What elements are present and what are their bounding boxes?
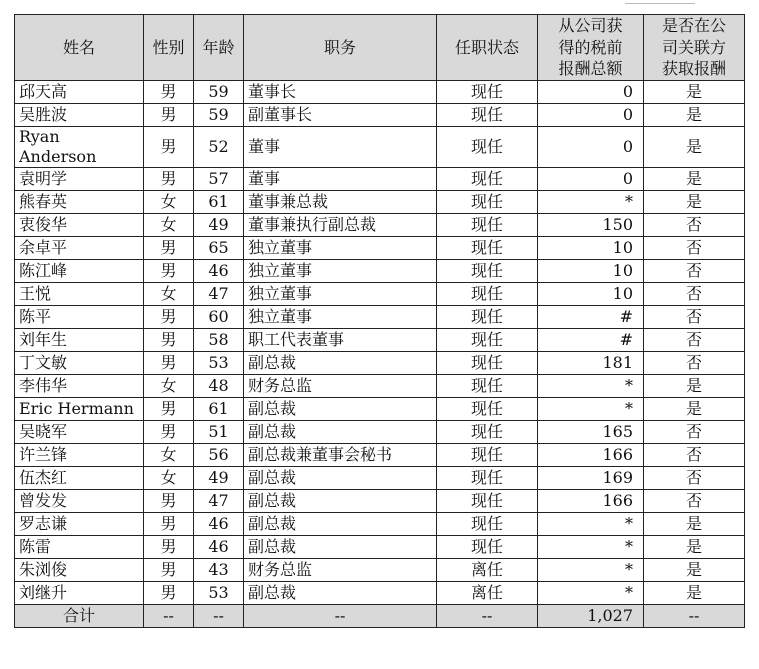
header-name: 姓名 bbox=[15, 15, 144, 81]
cell-pretax-pay: 10 bbox=[538, 282, 644, 305]
cell-pretax-pay: 166 bbox=[538, 489, 644, 512]
table-row bbox=[15, 581, 745, 604]
cell-position: 副总裁 bbox=[244, 351, 437, 374]
cell-gender: 男 bbox=[144, 558, 194, 581]
cell-status: 现任 bbox=[437, 259, 538, 282]
cell-gender: 男 bbox=[144, 397, 194, 420]
cell-position: 董事兼总裁 bbox=[244, 190, 437, 213]
cell-position: 副总裁兼董事会秘书 bbox=[244, 443, 437, 466]
cell-related-party-pay: 否 bbox=[644, 328, 745, 351]
cell-age: 46 bbox=[194, 535, 244, 558]
cell-name: 邱天高 bbox=[15, 80, 144, 103]
cell-age: 49 bbox=[194, 213, 244, 236]
cell-gender: 男 bbox=[144, 535, 194, 558]
cell-name: 袁明学 bbox=[15, 167, 144, 190]
table-row bbox=[15, 512, 745, 535]
cell-gender: 男 bbox=[144, 305, 194, 328]
cell-name: 余卓平 bbox=[15, 236, 144, 259]
cell-related-party-pay: 是 bbox=[644, 535, 745, 558]
cell-name: 吴晓军 bbox=[15, 420, 144, 443]
cell-gender: 男 bbox=[144, 259, 194, 282]
cell-related-party-pay: 否 bbox=[644, 466, 745, 489]
cell-age: 52 bbox=[194, 126, 244, 167]
cell-gender: 男 bbox=[144, 351, 194, 374]
cell-name: 李伟华 bbox=[15, 374, 144, 397]
cell-name: 刘年生 bbox=[15, 328, 144, 351]
total-age: -- bbox=[194, 604, 244, 627]
cell-status: 现任 bbox=[437, 443, 538, 466]
cell-name: 刘继升 bbox=[15, 581, 144, 604]
cell-age: 59 bbox=[194, 80, 244, 103]
table-row bbox=[15, 397, 745, 420]
cell-pretax-pay: 10 bbox=[538, 259, 644, 282]
table-row bbox=[15, 282, 745, 305]
cell-position: 董事 bbox=[244, 126, 437, 167]
cell-gender: 女 bbox=[144, 466, 194, 489]
cell-position: 副总裁 bbox=[244, 420, 437, 443]
cell-pretax-pay: * bbox=[538, 512, 644, 535]
cell-age: 46 bbox=[194, 512, 244, 535]
header-pretax-pay bbox=[538, 15, 644, 81]
compensation-table bbox=[14, 14, 745, 628]
header-related-line-1: 是否在公 bbox=[661, 16, 726, 35]
cell-age: 59 bbox=[194, 103, 244, 126]
total-pay: 1,027 bbox=[538, 604, 644, 627]
total-gender: -- bbox=[144, 604, 194, 627]
total-position: -- bbox=[244, 604, 437, 627]
table-row bbox=[15, 259, 745, 282]
cell-name: 曾发发 bbox=[15, 489, 144, 512]
cell-name: 罗志谦 bbox=[15, 512, 144, 535]
cell-gender: 男 bbox=[144, 103, 194, 126]
cell-age: 58 bbox=[194, 328, 244, 351]
cell-age: 51 bbox=[194, 420, 244, 443]
cell-status: 离任 bbox=[437, 558, 538, 581]
cell-status: 现任 bbox=[437, 374, 538, 397]
header-age: 年龄 bbox=[194, 15, 244, 81]
cell-related-party-pay: 否 bbox=[644, 420, 745, 443]
cell-age: 43 bbox=[194, 558, 244, 581]
cell-related-party-pay: 否 bbox=[644, 236, 745, 259]
header-related-line-2: 司关联方 bbox=[661, 37, 726, 57]
cell-name: 陈江峰 bbox=[15, 259, 144, 282]
cell-gender: 女 bbox=[144, 374, 194, 397]
cell-pretax-pay: 0 bbox=[538, 126, 644, 167]
cell-position: 财务总监 bbox=[244, 374, 437, 397]
cell-pretax-pay: # bbox=[538, 305, 644, 328]
cell-position: 副总裁 bbox=[244, 489, 437, 512]
table-row bbox=[15, 535, 745, 558]
cell-related-party-pay: 是 bbox=[644, 167, 745, 190]
table-row bbox=[15, 443, 745, 466]
cell-status: 现任 bbox=[437, 466, 538, 489]
total-row bbox=[15, 604, 745, 627]
cell-related-party-pay: 否 bbox=[644, 351, 745, 374]
cell-pretax-pay: 181 bbox=[538, 351, 644, 374]
cell-position: 独立董事 bbox=[244, 282, 437, 305]
header-row bbox=[15, 15, 745, 81]
cell-gender: 女 bbox=[144, 190, 194, 213]
cell-pretax-pay: 169 bbox=[538, 466, 644, 489]
cell-gender: 男 bbox=[144, 420, 194, 443]
header-related-line-3: 获取报酬 bbox=[661, 59, 726, 78]
cell-pretax-pay: 0 bbox=[538, 167, 644, 190]
table-body bbox=[15, 80, 745, 604]
cell-position: 职工代表董事 bbox=[244, 328, 437, 351]
cell-position: 副董事长 bbox=[244, 103, 437, 126]
cell-age: 49 bbox=[194, 466, 244, 489]
cell-related-party-pay: 否 bbox=[644, 259, 745, 282]
cell-related-party-pay: 否 bbox=[644, 282, 745, 305]
cell-pretax-pay: 0 bbox=[538, 103, 644, 126]
cell-gender: 男 bbox=[144, 489, 194, 512]
cell-status: 现任 bbox=[437, 126, 538, 167]
cell-name: 熊春英 bbox=[15, 190, 144, 213]
cell-age: 60 bbox=[194, 305, 244, 328]
cell-related-party-pay: 是 bbox=[644, 80, 745, 103]
cell-position: 副总裁 bbox=[244, 581, 437, 604]
cell-age: 53 bbox=[194, 351, 244, 374]
cell-pretax-pay: 0 bbox=[538, 80, 644, 103]
total-status: -- bbox=[437, 604, 538, 627]
cell-name: 衷俊华 bbox=[15, 213, 144, 236]
cell-age: 47 bbox=[194, 282, 244, 305]
cell-gender: 女 bbox=[144, 443, 194, 466]
cell-status: 现任 bbox=[437, 512, 538, 535]
cell-position: 董事兼执行副总裁 bbox=[244, 213, 437, 236]
cell-pretax-pay: # bbox=[538, 328, 644, 351]
cell-gender: 女 bbox=[144, 282, 194, 305]
cell-name: 伍杰红 bbox=[15, 466, 144, 489]
cell-name: 许兰锋 bbox=[15, 443, 144, 466]
cell-status: 现任 bbox=[437, 535, 538, 558]
cell-pretax-pay: * bbox=[538, 558, 644, 581]
cell-name: 朱浏俊 bbox=[15, 558, 144, 581]
table-row bbox=[15, 489, 745, 512]
cell-status: 现任 bbox=[437, 167, 538, 190]
cell-pretax-pay: * bbox=[538, 397, 644, 420]
cell-name: 吴胜波 bbox=[15, 103, 144, 126]
cell-status: 现任 bbox=[437, 80, 538, 103]
cell-pretax-pay: * bbox=[538, 581, 644, 604]
top-rule-fragment bbox=[625, 3, 695, 8]
table-row bbox=[15, 190, 745, 213]
table-row bbox=[15, 213, 745, 236]
cell-position: 副总裁 bbox=[244, 512, 437, 535]
cell-related-party-pay: 是 bbox=[644, 397, 745, 420]
cell-status: 现任 bbox=[437, 328, 538, 351]
cell-age: 56 bbox=[194, 443, 244, 466]
cell-age: 48 bbox=[194, 374, 244, 397]
cell-status: 现任 bbox=[437, 236, 538, 259]
cell-status: 现任 bbox=[437, 489, 538, 512]
table-row bbox=[15, 351, 745, 374]
cell-name: 王悦 bbox=[15, 282, 144, 305]
cell-position: 独立董事 bbox=[244, 236, 437, 259]
cell-pretax-pay: * bbox=[538, 374, 644, 397]
cell-pretax-pay: * bbox=[538, 535, 644, 558]
cell-gender: 男 bbox=[144, 581, 194, 604]
cell-status: 现任 bbox=[437, 305, 538, 328]
cell-related-party-pay: 是 bbox=[644, 190, 745, 213]
cell-pretax-pay: 165 bbox=[538, 420, 644, 443]
cell-related-party-pay: 否 bbox=[644, 443, 745, 466]
table-row bbox=[15, 420, 745, 443]
table-row bbox=[15, 126, 745, 167]
cell-related-party-pay: 是 bbox=[644, 581, 745, 604]
cell-age: 47 bbox=[194, 489, 244, 512]
header-pay-line-3: 报酬总额 bbox=[558, 59, 623, 78]
cell-related-party-pay: 否 bbox=[644, 305, 745, 328]
cell-position: 独立董事 bbox=[244, 259, 437, 282]
cell-position: 董事长 bbox=[244, 80, 437, 103]
header-pay-line-2: 得的税前 bbox=[558, 37, 623, 57]
cell-name: 丁文敏 bbox=[15, 351, 144, 374]
cell-position: 独立董事 bbox=[244, 305, 437, 328]
cell-related-party-pay: 是 bbox=[644, 126, 745, 167]
cell-related-party-pay: 是 bbox=[644, 558, 745, 581]
cell-position: 副总裁 bbox=[244, 397, 437, 420]
cell-related-party-pay: 是 bbox=[644, 103, 745, 126]
cell-pretax-pay: 10 bbox=[538, 236, 644, 259]
total-related: -- bbox=[644, 604, 745, 627]
cell-pretax-pay: 150 bbox=[538, 213, 644, 236]
cell-age: 61 bbox=[194, 397, 244, 420]
header-gender: 性别 bbox=[144, 15, 194, 81]
cell-name: Eric Hermann bbox=[15, 397, 144, 420]
cell-gender: 男 bbox=[144, 167, 194, 190]
cell-age: 57 bbox=[194, 167, 244, 190]
cell-status: 现任 bbox=[437, 213, 538, 236]
cell-status: 现任 bbox=[437, 282, 538, 305]
table-row bbox=[15, 236, 745, 259]
cell-status: 离任 bbox=[437, 581, 538, 604]
header-pay-line-1: 从公司获 bbox=[558, 16, 623, 35]
cell-name: 陈平 bbox=[15, 305, 144, 328]
cell-status: 现任 bbox=[437, 397, 538, 420]
cell-pretax-pay: 166 bbox=[538, 443, 644, 466]
cell-position: 副总裁 bbox=[244, 466, 437, 489]
cell-related-party-pay: 否 bbox=[644, 213, 745, 236]
cell-gender: 男 bbox=[144, 512, 194, 535]
cell-name: Ryan Anderson bbox=[15, 126, 144, 167]
cell-age: 61 bbox=[194, 190, 244, 213]
cell-pretax-pay: * bbox=[538, 190, 644, 213]
cell-age: 65 bbox=[194, 236, 244, 259]
table-row bbox=[15, 305, 745, 328]
cell-gender: 男 bbox=[144, 236, 194, 259]
header-related-party-pay bbox=[644, 15, 745, 81]
table-row bbox=[15, 374, 745, 397]
cell-gender: 男 bbox=[144, 126, 194, 167]
table-row bbox=[15, 103, 745, 126]
compensation-table-container bbox=[14, 14, 745, 628]
cell-age: 53 bbox=[194, 581, 244, 604]
header-position: 职务 bbox=[244, 15, 437, 81]
cell-status: 现任 bbox=[437, 420, 538, 443]
header-status: 任职状态 bbox=[437, 15, 538, 81]
table-row bbox=[15, 558, 745, 581]
cell-related-party-pay: 是 bbox=[644, 374, 745, 397]
cell-position: 董事 bbox=[244, 167, 437, 190]
total-label: 合计 bbox=[15, 604, 144, 627]
cell-position: 财务总监 bbox=[244, 558, 437, 581]
cell-status: 现任 bbox=[437, 190, 538, 213]
cell-gender: 男 bbox=[144, 328, 194, 351]
cell-name: 陈雷 bbox=[15, 535, 144, 558]
table-row bbox=[15, 80, 745, 103]
table-row bbox=[15, 466, 745, 489]
cell-gender: 女 bbox=[144, 213, 194, 236]
cell-status: 现任 bbox=[437, 103, 538, 126]
cell-status: 现任 bbox=[437, 351, 538, 374]
cell-related-party-pay: 否 bbox=[644, 489, 745, 512]
cell-gender: 男 bbox=[144, 80, 194, 103]
cell-age: 46 bbox=[194, 259, 244, 282]
cell-related-party-pay: 是 bbox=[644, 512, 745, 535]
table-row bbox=[15, 167, 745, 190]
table-row bbox=[15, 328, 745, 351]
cell-position: 副总裁 bbox=[244, 535, 437, 558]
